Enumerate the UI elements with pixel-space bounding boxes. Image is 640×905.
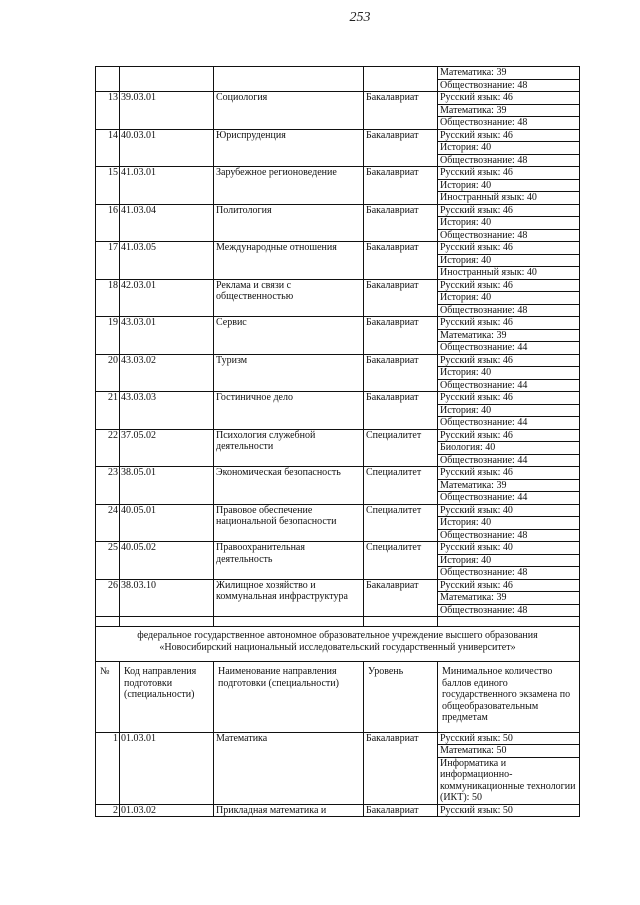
- min-score-cell: История: 40: [438, 367, 580, 380]
- min-score-cell: Русский язык: 46: [438, 204, 580, 217]
- level-cell: Бакалавриат: [364, 279, 438, 317]
- direction-name-line: Жилищное хозяйство и: [216, 579, 316, 591]
- direction-code-cell: 40.05.01: [120, 504, 214, 542]
- min-score-cell: Обществознание: 48: [438, 79, 580, 92]
- table-header-row: [96, 662, 580, 733]
- direction-name-line: Математика: [216, 732, 268, 744]
- min-score-cell: История: 40: [438, 517, 580, 530]
- row-number-cell: 18: [96, 279, 120, 317]
- level-cell: Бакалавриат: [364, 204, 438, 242]
- table-row: [96, 317, 580, 330]
- direction-name-line: Психология служебной: [216, 429, 316, 441]
- direction-code-cell: 37.05.02: [120, 429, 214, 467]
- level-cell: Специалитет: [364, 467, 438, 505]
- table-row: [96, 129, 580, 142]
- direction-name-cell: [214, 467, 364, 505]
- direction-code-cell: 43.03.03: [120, 392, 214, 430]
- min-score-cell: Русский язык: 50: [438, 732, 580, 745]
- empty-cell: [214, 617, 364, 627]
- min-score-cell: Обществознание: 48: [438, 604, 580, 617]
- min-score-cell: Русский язык: 46: [438, 392, 580, 405]
- min-score-cell: Биология: 40: [438, 442, 580, 455]
- min-score-cell: Математика: 39: [438, 329, 580, 342]
- min-score-cell: Иностранный язык: 40: [438, 192, 580, 205]
- min-score-cell: Обществознание: 44: [438, 379, 580, 392]
- header-code: Код направления подготовки (специальности): [120, 662, 214, 733]
- direction-name-line: деятельности: [216, 441, 274, 452]
- min-score-cell: Обществознание: 44: [438, 417, 580, 430]
- empty-cell: [120, 617, 214, 627]
- direction-name-line: национальной безопасности: [216, 516, 337, 527]
- min-score-cell: Обществознание: 48: [438, 304, 580, 317]
- empty-cell: [438, 617, 580, 627]
- direction-name-cell: [214, 392, 364, 430]
- table-row: [96, 579, 580, 592]
- row-number-cell: 22: [96, 429, 120, 467]
- direction-code-cell: 38.05.01: [120, 467, 214, 505]
- min-score-cell: Русский язык: 46: [438, 429, 580, 442]
- direction-code-cell: [120, 67, 214, 92]
- min-score-cell: Русский язык: 46: [438, 354, 580, 367]
- direction-code-cell: 38.03.10: [120, 579, 214, 617]
- direction-name-line: Правоохранительная деятельность: [216, 542, 305, 565]
- direction-name-cell: [214, 92, 364, 130]
- min-score-cell: Обществознание: 48: [438, 529, 580, 542]
- table-row: [96, 354, 580, 367]
- row-number-cell: 17: [96, 242, 120, 280]
- direction-name-line: Туризм: [216, 354, 248, 366]
- direction-name-line: Зарубежное регионоведение: [216, 167, 337, 178]
- direction-name-cell: [214, 804, 364, 817]
- min-score-cell: Обществознание: 48: [438, 117, 580, 130]
- row-number-cell: 24: [96, 504, 120, 542]
- header-level: Уровень: [364, 662, 438, 733]
- direction-name-line: Реклама и связи с: [216, 279, 292, 291]
- table-row: [96, 429, 580, 442]
- min-score-cell: Русский язык: 46: [438, 467, 580, 480]
- direction-code-cell: 40.05.02: [120, 542, 214, 580]
- row-number-cell: 15: [96, 167, 120, 205]
- direction-name-line: Политология: [216, 204, 272, 216]
- table-row: [96, 67, 580, 80]
- min-score-cell: История: 40: [438, 254, 580, 267]
- min-score-cell: Обществознание: 44: [438, 492, 580, 505]
- min-score-cell: Математика: 39: [438, 592, 580, 605]
- direction-name-line: общественностью: [216, 291, 294, 302]
- table-row: [96, 279, 580, 292]
- min-score-cell: Русский язык: 46: [438, 167, 580, 180]
- direction-name-cell: [214, 67, 364, 92]
- min-score-cell: История: 40: [438, 142, 580, 155]
- min-score-cell: Русский язык: 46: [438, 92, 580, 105]
- row-number-cell: 16: [96, 204, 120, 242]
- direction-name-cell: [214, 167, 364, 205]
- min-score-cell: Русский язык: 46: [438, 129, 580, 142]
- level-cell: Бакалавриат: [364, 579, 438, 617]
- level-cell: Бакалавриат: [364, 354, 438, 392]
- table-row: [96, 804, 580, 817]
- table-row: [96, 504, 580, 517]
- direction-name-cell: [214, 579, 364, 617]
- direction-name-line: Сервис: [216, 317, 247, 328]
- level-cell: Бакалавриат: [364, 392, 438, 430]
- min-score-cell: Русский язык: 50: [438, 804, 580, 817]
- header-score: Минимальное количество баллов единого государственного экзамена по общеобразовательным предметам: [438, 662, 580, 733]
- header-name: Наименование направления подготовки (специальности): [214, 662, 364, 733]
- direction-code-cell: 41.03.04: [120, 204, 214, 242]
- direction-name-cell: [214, 279, 364, 317]
- level-cell: Специалитет: [364, 429, 438, 467]
- direction-name-line: Прикладная математика и: [216, 804, 327, 816]
- row-number-cell: 21: [96, 392, 120, 430]
- min-score-cell: Математика: 39: [438, 67, 580, 80]
- empty-cell: [364, 617, 438, 627]
- level-cell: Бакалавриат: [364, 167, 438, 205]
- direction-code-cell: 39.03.01: [120, 92, 214, 130]
- organization-name: федеральное государственное автономное образовательное учреждение высшего образования «Новосибирский национальный исследовательский государственный университет»: [96, 627, 580, 662]
- direction-name-cell: [214, 732, 364, 804]
- row-number-cell: 1: [96, 732, 120, 804]
- direction-code-cell: 41.03.05: [120, 242, 214, 280]
- min-score-cell: История: 40: [438, 404, 580, 417]
- direction-name-cell: [214, 204, 364, 242]
- level-cell: [364, 67, 438, 92]
- level-cell: Бакалавриат: [364, 92, 438, 130]
- direction-name-cell: [214, 429, 364, 467]
- min-score-cell: Обществознание: 48: [438, 154, 580, 167]
- direction-name-cell: [214, 504, 364, 542]
- direction-name-line: Правовое обеспечение: [216, 504, 313, 516]
- table-row: [96, 92, 580, 105]
- row-number-cell: 25: [96, 542, 120, 580]
- direction-name-line: Экономическая безопасность: [216, 467, 341, 478]
- level-cell: Бакалавриат: [364, 804, 438, 817]
- min-score-cell: Математика: 39: [438, 104, 580, 117]
- direction-code-cell: 42.03.01: [120, 279, 214, 317]
- level-cell: Бакалавриат: [364, 129, 438, 167]
- direction-name-cell: [214, 129, 364, 167]
- min-score-cell: Информатика и информационно-коммуникационные технологии (ИКТ): 50: [438, 757, 580, 804]
- level-cell: Специалитет: [364, 504, 438, 542]
- direction-name-line: коммунальная инфраструктура: [216, 591, 348, 602]
- table-row: [96, 167, 580, 180]
- page-number: 253: [349, 10, 371, 25]
- min-score-cell: Обществознание: 44: [438, 342, 580, 355]
- direction-code-cell: 01.03.02: [120, 804, 214, 817]
- admission-scores-table: [95, 66, 580, 817]
- min-score-cell: История: 40: [438, 179, 580, 192]
- empty-cell: [96, 617, 120, 627]
- table-row: [96, 204, 580, 217]
- table-spacer-row: [96, 617, 580, 627]
- min-score-cell: Русский язык: 46: [438, 317, 580, 330]
- min-score-cell: Обществознание: 48: [438, 229, 580, 242]
- direction-name-cell: [214, 242, 364, 280]
- direction-code-cell: 01.03.01: [120, 732, 214, 804]
- table-row: [96, 242, 580, 255]
- row-number-cell: 23: [96, 467, 120, 505]
- table-row: [96, 542, 580, 555]
- row-number-cell: 2: [96, 804, 120, 817]
- direction-name-line: Гостиничное дело: [216, 392, 293, 403]
- direction-code-cell: 40.03.01: [120, 129, 214, 167]
- level-cell: Бакалавриат: [364, 317, 438, 355]
- row-number-cell: [96, 67, 120, 92]
- direction-name-cell: [214, 542, 364, 580]
- row-number-cell: 20: [96, 354, 120, 392]
- min-score-cell: Обществознание: 48: [438, 567, 580, 580]
- min-score-cell: История: 40: [438, 217, 580, 230]
- min-score-cell: История: 40: [438, 292, 580, 305]
- min-score-cell: Математика: 50: [438, 745, 580, 758]
- min-score-cell: История: 40: [438, 554, 580, 567]
- row-number-cell: 14: [96, 129, 120, 167]
- level-cell: Бакалавриат: [364, 242, 438, 280]
- direction-name-line: Юриспруденция: [216, 129, 286, 141]
- min-score-cell: Иностранный язык: 40: [438, 267, 580, 280]
- table-row: [96, 467, 580, 480]
- table-row: [96, 392, 580, 405]
- header-num: №: [96, 662, 120, 733]
- min-score-cell: Русский язык: 40: [438, 542, 580, 555]
- row-number-cell: 13: [96, 92, 120, 130]
- level-cell: Специалитет: [364, 542, 438, 580]
- direction-name-cell: [214, 354, 364, 392]
- min-score-cell: Русский язык: 46: [438, 242, 580, 255]
- direction-name-line: Социология: [216, 92, 268, 103]
- table-row: [96, 732, 580, 745]
- direction-name-line: Международные отношения: [216, 242, 337, 253]
- min-score-cell: Русский язык: 40: [438, 504, 580, 517]
- min-score-cell: Русский язык: 46: [438, 279, 580, 292]
- min-score-cell: Математика: 39: [438, 479, 580, 492]
- direction-name-cell: [214, 317, 364, 355]
- min-score-cell: Обществознание: 44: [438, 454, 580, 467]
- direction-code-cell: 43.03.01: [120, 317, 214, 355]
- row-number-cell: 26: [96, 579, 120, 617]
- direction-code-cell: 41.03.01: [120, 167, 214, 205]
- level-cell: Бакалавриат: [364, 732, 438, 804]
- row-number-cell: 19: [96, 317, 120, 355]
- direction-code-cell: 43.03.02: [120, 354, 214, 392]
- organization-row: [96, 627, 580, 662]
- min-score-cell: Русский язык: 46: [438, 579, 580, 592]
